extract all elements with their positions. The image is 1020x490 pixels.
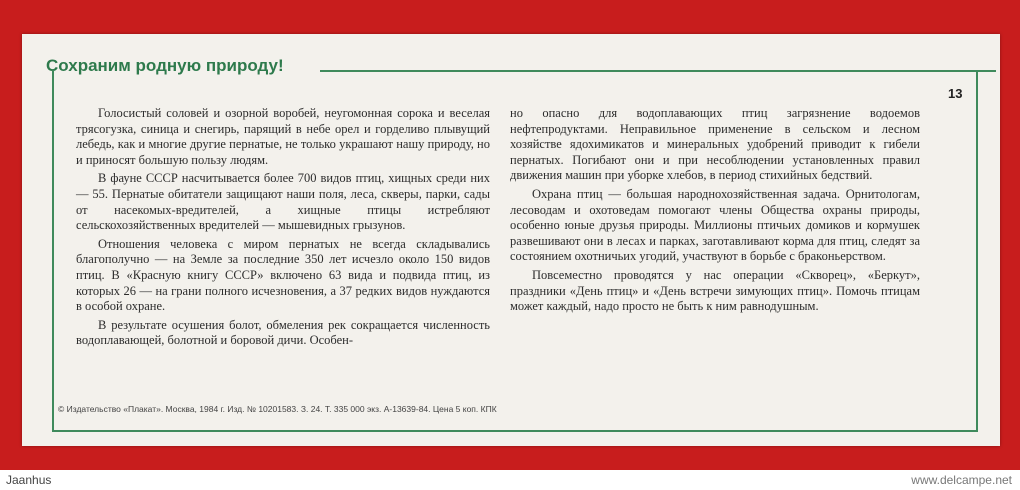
watermark-left: Jaanhus bbox=[6, 473, 52, 487]
footer-strip bbox=[0, 470, 1020, 490]
paragraph: Охрана птиц — большая народнохозяйственная задача. Орнитологам, лесоводам и охотоведам помогают члены Общества охраны природы, особенно юные друзья природы. Миллионы птичьих домиков и кормушек развешивают они в лесах и парках, заготавливают корма для птиц, следят за состоянием охотничьих угодий, участвуют в борьбе с браконьерством. bbox=[510, 186, 920, 264]
paragraph: Отношения человека с миром пернатых не всегда складывались благополучно — на Земле за последние 350 лет исчезло около 150 видов птиц. В «Красную книгу СССР» включено 63 вида и подвида птиц, из которых 26 — на грани полного исчезновения, а 37 редких видов нуждаются в особой охране. bbox=[76, 236, 490, 314]
publisher-imprint: © Издательство «Плакат». Москва, 1984 г. Изд. № 10201583. З. 24. Т. 335 000 экз. А-13639-84. Цена 5 коп. КПК bbox=[58, 404, 497, 414]
paragraph: Повсеместно проводятся у нас операции «Скворец», «Беркут», праздники «День птиц» и «День встречи зимующих птиц». Помочь птицам может каждый, надо просто не быть к ним равнодушным. bbox=[510, 267, 920, 314]
card-title: Сохраним родную природу! bbox=[46, 56, 284, 75]
postcard bbox=[22, 34, 1000, 446]
paragraph: В фауне СССР насчитывается более 700 видов птиц, хищных среди них — 55. Пернатые обитатели защищают наши поля, леса, скверы, парки, сады от насекомых-вредителей, а хищные птицы истребляют сельскохозяйственных вредителей — мышевидных грызунов. bbox=[76, 171, 490, 233]
page-number: 13 bbox=[948, 86, 963, 101]
paragraph: но опасно для водоплавающих птиц загрязнение водоемов нефтепродуктами. Неправильное применение в сельском и лесном хозяйстве ядохимикатов и минеральных удобрений приводит к гибели пернатых. Погибают они и при несоблюдении установленных правил движения машин при уборке хлебов, в период стихийных бедствий. bbox=[510, 106, 920, 183]
watermark-right: www.delcampe.net bbox=[911, 473, 1012, 487]
paragraph: В результате осушения болот, обмеления рек сокращается численность водоплавающей, болотной и боровой дичи. Особен- bbox=[76, 317, 490, 348]
text-column-left bbox=[76, 106, 490, 352]
paragraph: Голосистый соловей и озорной воробей, неугомонная сорока и веселая трясогузка, синица и снегирь, парящий в небе орел и горделиво плывущий лебедь, как и многие другие пернатые, не только украшают нашу природу, но и приносят большую пользу людям. bbox=[76, 106, 490, 167]
text-column-right bbox=[510, 106, 920, 318]
